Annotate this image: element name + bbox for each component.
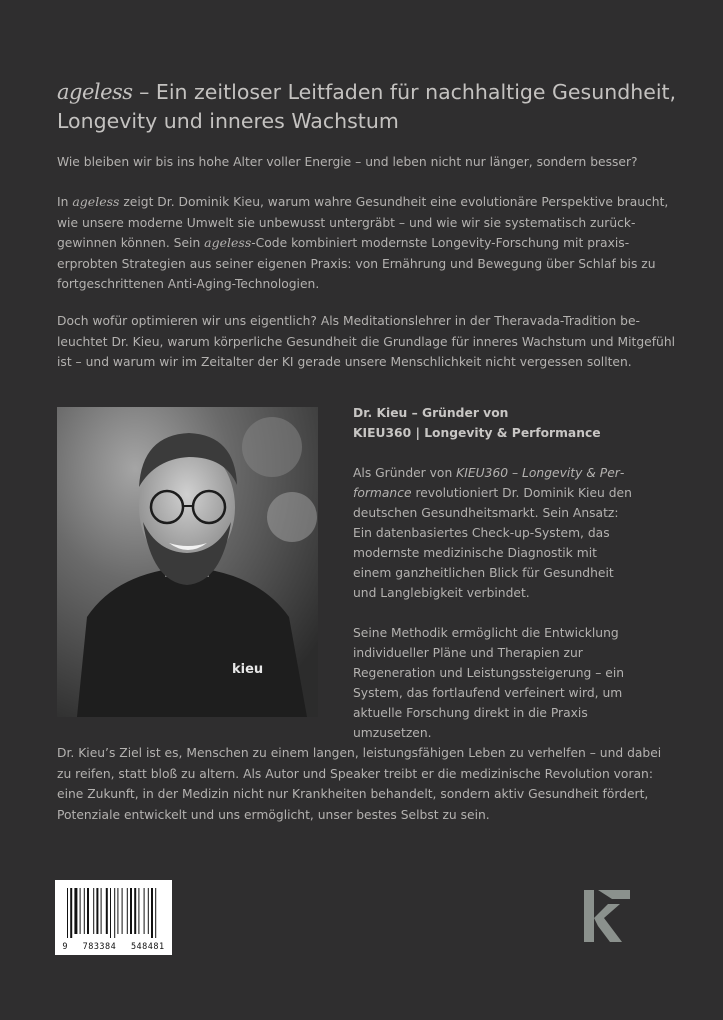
headline-line2: Longevity und inneres Wachstum <box>57 109 399 133</box>
meditation-paragraph: Doch wofür optimieren wir uns eigentlich? Als Meditationslehrer in der Theravada-Tradition beleuchtet Dr. Kieu, warum körperliche Gesundheit die Grundlage für inneres Wachstum und Mitgefühl ist – und warum wir im Zeitalter der KI gerade unsere Menschlichkeit nicht vergessen sollten. <box>57 314 676 369</box>
barcode-bar <box>138 888 139 934</box>
brand-name: ageless <box>57 80 133 104</box>
barcode-bar <box>87 888 89 934</box>
barcode-bar <box>151 888 153 938</box>
barcode-bar <box>130 888 132 934</box>
barcode-bar <box>114 888 115 938</box>
author-bio-paragraph-2: Seine Methodik ermöglicht die Entwicklung individueller Pläne und Therapien zur Regeneration und Leistungssteigerung – ein System, das fortlaufend verfeinert wird, um aktuelle Forschung direkt in die Praxis umzusetzen. <box>353 626 625 740</box>
barcode-bar <box>74 888 77 934</box>
publisher-logo-icon <box>582 886 632 946</box>
barcode-bars <box>55 880 172 940</box>
closing-paragraph: Dr. Kieu’s Ziel ist es, Menschen zu einem langen, leistungsfähigen Leben zu verhelfen – und dabei zu reifen, statt bloß zu altern. Als Autor und Speaker treibt er die medizinische Revolution voran: eine Zukunft, in der Medizin nicht nur Krankheiten behandelt, sondern aktiv Gesundheit fördert, Potenziale entwickelt und uns ermöglicht, unser bestes Selbst zu sein. <box>57 746 662 822</box>
isbn-barcode <box>55 880 172 955</box>
barcode-bar <box>117 888 118 934</box>
hoodie-logo-text: kieu <box>232 662 264 677</box>
barcode-bar <box>93 888 94 934</box>
barcode-bar <box>148 888 149 934</box>
isbn-digit: 9 <box>62 942 68 952</box>
barcode-bar <box>70 888 72 938</box>
author-heading-line2: KIEU360 | Longevity & Performance <box>353 426 601 440</box>
author-bio-paragraph-1 <box>353 463 633 603</box>
barcode-bar <box>101 888 102 934</box>
author-heading <box>353 403 633 443</box>
isbn-number <box>55 942 172 952</box>
brand-name-inline: ageless <box>204 235 252 250</box>
barcode-bar <box>67 888 68 938</box>
text-segment: -Code kombiniert modernste Longevity-Forschung mit praxiserprobten Strategien aus seiner eigenen Praxis: von Ernährung und Bewegung über Schlaf bis zu fortgeschrittenen Anti-Aging-Technologien. <box>57 236 656 291</box>
isbn-group-1: 783384 <box>82 942 117 952</box>
headline-line1: – Ein zeitloser Leitfaden für nachhaltige Gesundheit, <box>132 80 677 104</box>
barcode-bar <box>155 888 156 938</box>
author-portrait-image <box>57 407 318 717</box>
barcode-bar <box>80 888 81 934</box>
barcode-bar <box>134 888 136 934</box>
company-name-italic: KIEU360 – Longevity & Performance <box>353 466 625 500</box>
text-segment: In <box>57 195 73 209</box>
intro-question: Wie bleiben wir bis ins hohe Alter voller Energie – und leben nicht nur länger, sondern besser? <box>57 155 638 169</box>
barcode-bar <box>122 888 123 934</box>
description-paragraph <box>57 192 679 295</box>
barcode-bar <box>144 888 145 934</box>
barcode-bar <box>110 888 111 938</box>
text-segment: zeigt Dr. Dominik Kieu, warum wahre Gesundheit eine evolutionäre Perspektive braucht, wie unsere moderne Umwelt sie unbewusst untergräbt – und wie wir sie systematisch zurückgewinnen können. Sein <box>57 195 669 250</box>
barcode-bar <box>127 888 128 934</box>
text-segment: Als Gründer von <box>353 466 457 480</box>
barcode-bar <box>84 888 85 934</box>
barcode-bar <box>96 888 98 934</box>
author-photo <box>57 407 318 717</box>
brand-name-inline: ageless <box>72 194 120 209</box>
isbn-group-2: 548481 <box>130 942 165 952</box>
barcode-bar <box>106 888 108 934</box>
text-segment: revolutioniert Dr. Dominik Kieu den deutschen Gesundheitsmarkt. Sein Ansatz: Ein datenbasiertes Check-up-System, das modernste medizinische Diagnostik mit einem ganzheitlichen Blick für Gesundheit und Langlebigkeit verbindet. <box>353 486 632 600</box>
book-headline <box>57 78 677 136</box>
author-heading-line1: Dr. Kieu – Gründer von <box>353 406 509 420</box>
